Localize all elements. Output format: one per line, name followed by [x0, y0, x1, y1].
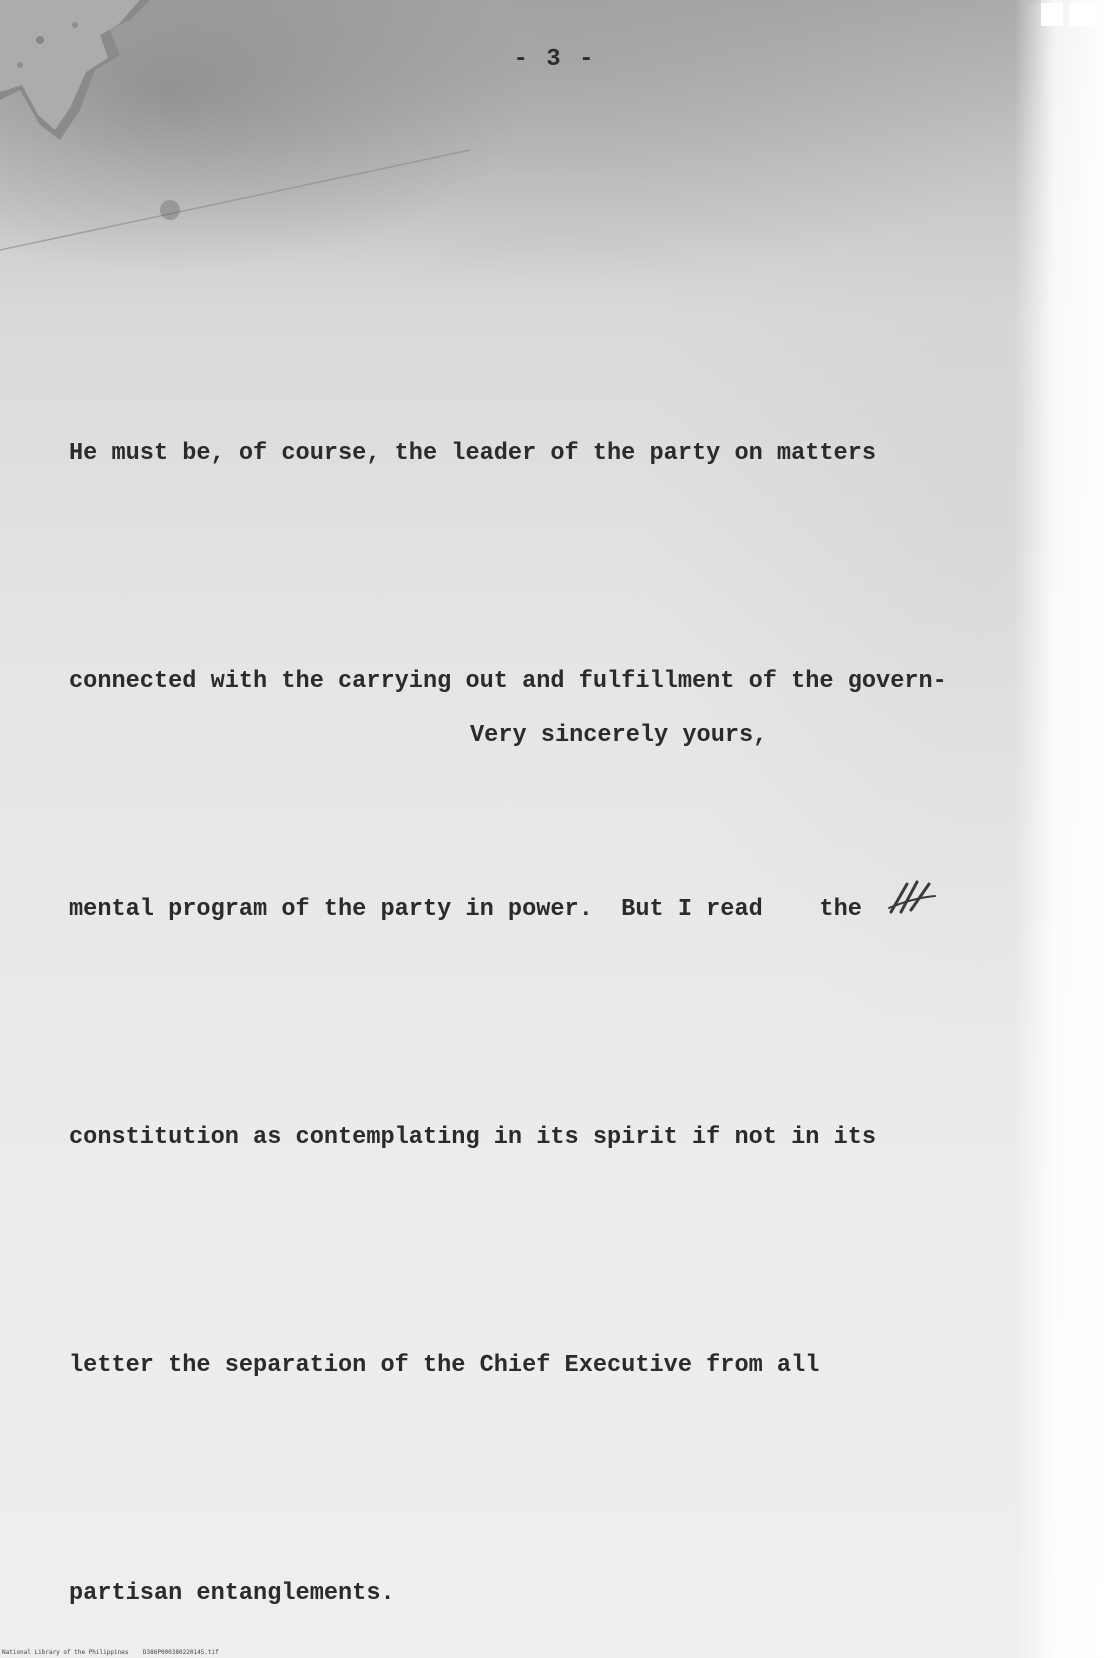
closing-salutation: Very sincerely yours, [470, 722, 768, 749]
letter-body [69, 264, 1069, 1658]
body-line: constitution as contemplating in its spirit if not in its [69, 1124, 877, 1151]
body-line: He must be, of course, the leader of the party on matters [69, 440, 877, 467]
body-line: partisan entanglements. [69, 1580, 395, 1607]
overstruck-word [777, 896, 819, 923]
paper-fold-line [0, 140, 520, 260]
body-line [69, 872, 1069, 948]
handwritten-overstrike-icon [887, 878, 939, 918]
body-line-text-after: the [819, 896, 862, 923]
page-number: - 3 - [513, 46, 596, 73]
body-line: connected with the carrying out and fulfillment of the govern- [69, 668, 947, 695]
body-line-text: mental program of the party in power. But I read [69, 896, 777, 923]
torn-paper-corner-icon [0, 0, 170, 150]
archive-credit: National Library of the Philippines D386P000380220145.tif [2, 1649, 219, 1656]
paper-clip-tab-icon [1029, 0, 1109, 30]
body-line: letter the separation of the Chief Executive from all [69, 1352, 820, 1379]
